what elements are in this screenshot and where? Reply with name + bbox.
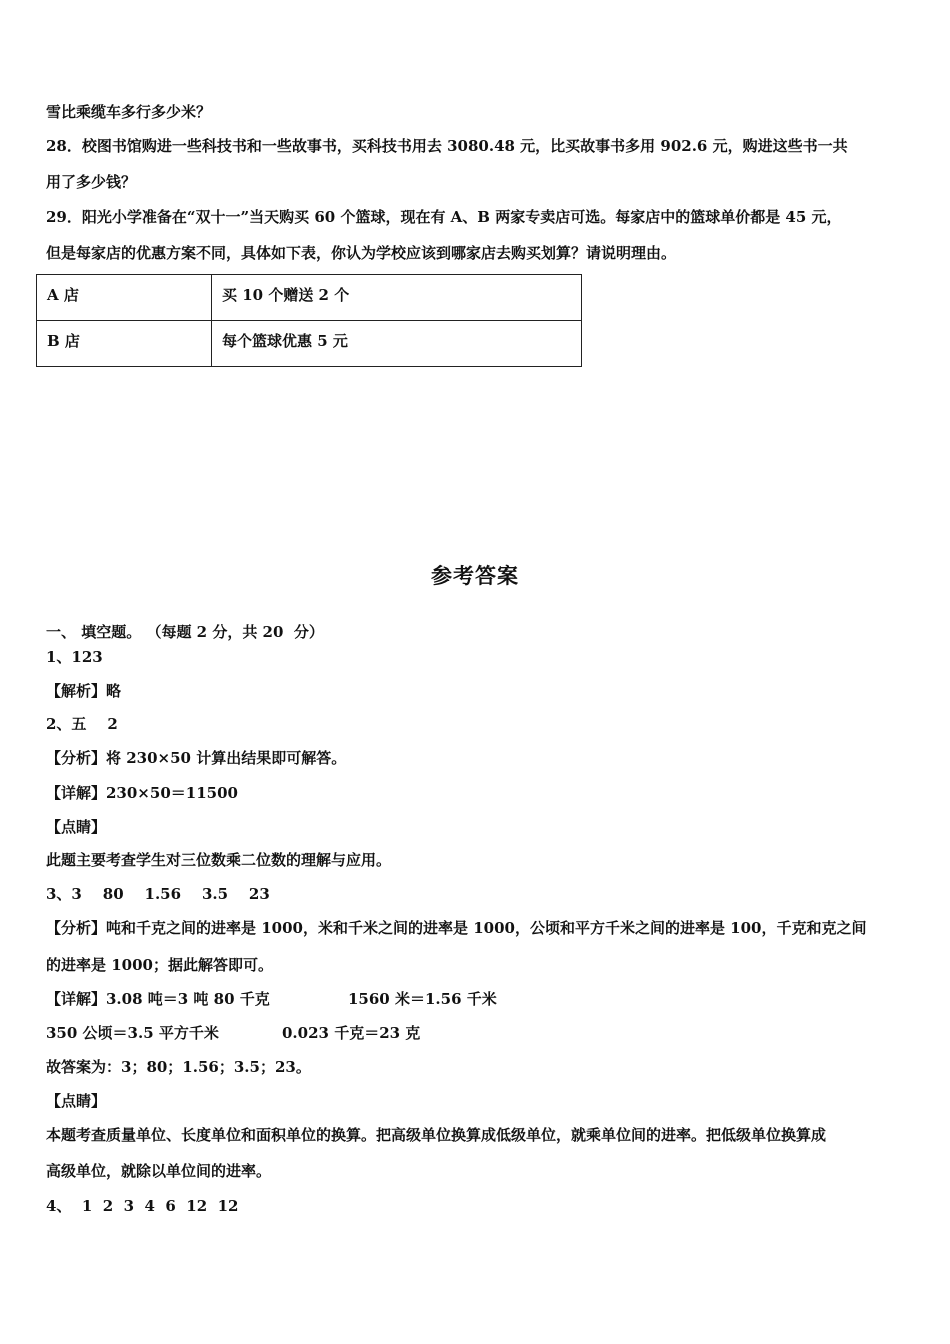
answer-2-xiangjie: 【详解】230×50＝11500: [46, 784, 238, 802]
answer-3-row2-b: 0.023 千克＝23 克: [282, 1024, 421, 1042]
q29-line2: 但是每家店的优惠方案不同，具体如下表，你认为学校应该到哪家店去购买划算？请说明理由。: [46, 244, 677, 262]
answer-2-fenxi: 【分析】将 230×50 计算出结果即可解答。: [46, 749, 347, 767]
answer-3-xiangjie-b: 1560 米＝1.56 千米: [348, 990, 497, 1008]
q28-line1: 28．校图书馆购进一些科技书和一些故事书，买科技书用去 3080.48 元，比买故事书多用 902.6 元，购进这些书一共: [46, 137, 848, 155]
answer-3-answer: 故答案为：3；80；1.56；3.5；23。: [46, 1058, 311, 1076]
answer-2-dianjing: 【点睛】: [46, 818, 107, 836]
answer-1-jiexi: 【解析】略: [46, 682, 122, 700]
answer-3-xiangjie-a: 【详解】3.08 吨＝3 吨 80 千克: [46, 990, 270, 1008]
answer-3-fenxi-line2: 的进率是 1000；据此解答即可。: [46, 956, 273, 974]
answer-2: 2、五 2: [46, 715, 118, 733]
q27-tail: 雪比乘缆车多行多少米？: [46, 103, 212, 121]
table-cell-store: A 店: [37, 275, 212, 321]
answer-3-dianjing-line2: 高级单位，就除以单位间的进率。: [46, 1162, 272, 1180]
answer-2-dianjing-text: 此题主要考查学生对三位数乘二位数的理解与应用。: [46, 851, 392, 869]
table-row: [37, 321, 582, 367]
table-cell-store: B 店: [37, 321, 212, 367]
store-offer-table: [36, 274, 582, 367]
answer-3: 3、3 80 1.56 3.5 23: [46, 885, 270, 903]
answer-3-fenxi-line1: 【分析】吨和千克之间的进率是 1000，米和千米之间的进率是 1000，公顷和平方千米之间的进率是 100，千克和克之间: [46, 919, 867, 937]
answer-1: 1、123: [46, 648, 103, 666]
answer-3-dianjing-line1: 本题考查质量单位、长度单位和面积单位的换算。把高级单位换算成低级单位，就乘单位间的进率。把低级单位换算成: [46, 1126, 827, 1144]
section1-heading: 一、 填空题。 （每题 2 分，共 20 分）: [46, 623, 324, 641]
table-cell-offer: 每个篮球优惠 5 元: [212, 321, 582, 367]
q28-line2: 用了多少钱？: [46, 173, 137, 191]
answer-3-row2-a: 350 公顷＝3.5 平方千米: [46, 1024, 219, 1042]
answer-3-dianjing: 【点睛】: [46, 1092, 107, 1110]
table-cell-offer: 买 10 个赠送 2 个: [212, 275, 582, 321]
answer-4: 4、 1 2 3 4 6 12 12: [46, 1197, 239, 1215]
answers-title: 参考答案: [431, 564, 519, 588]
table-row: [37, 275, 582, 321]
q29-line1: 29．阳光小学准备在“双十一”当天购买 60 个篮球，现在有 A、B 两家专卖店可选。每家店中的篮球单价都是 45 元，: [46, 208, 842, 226]
